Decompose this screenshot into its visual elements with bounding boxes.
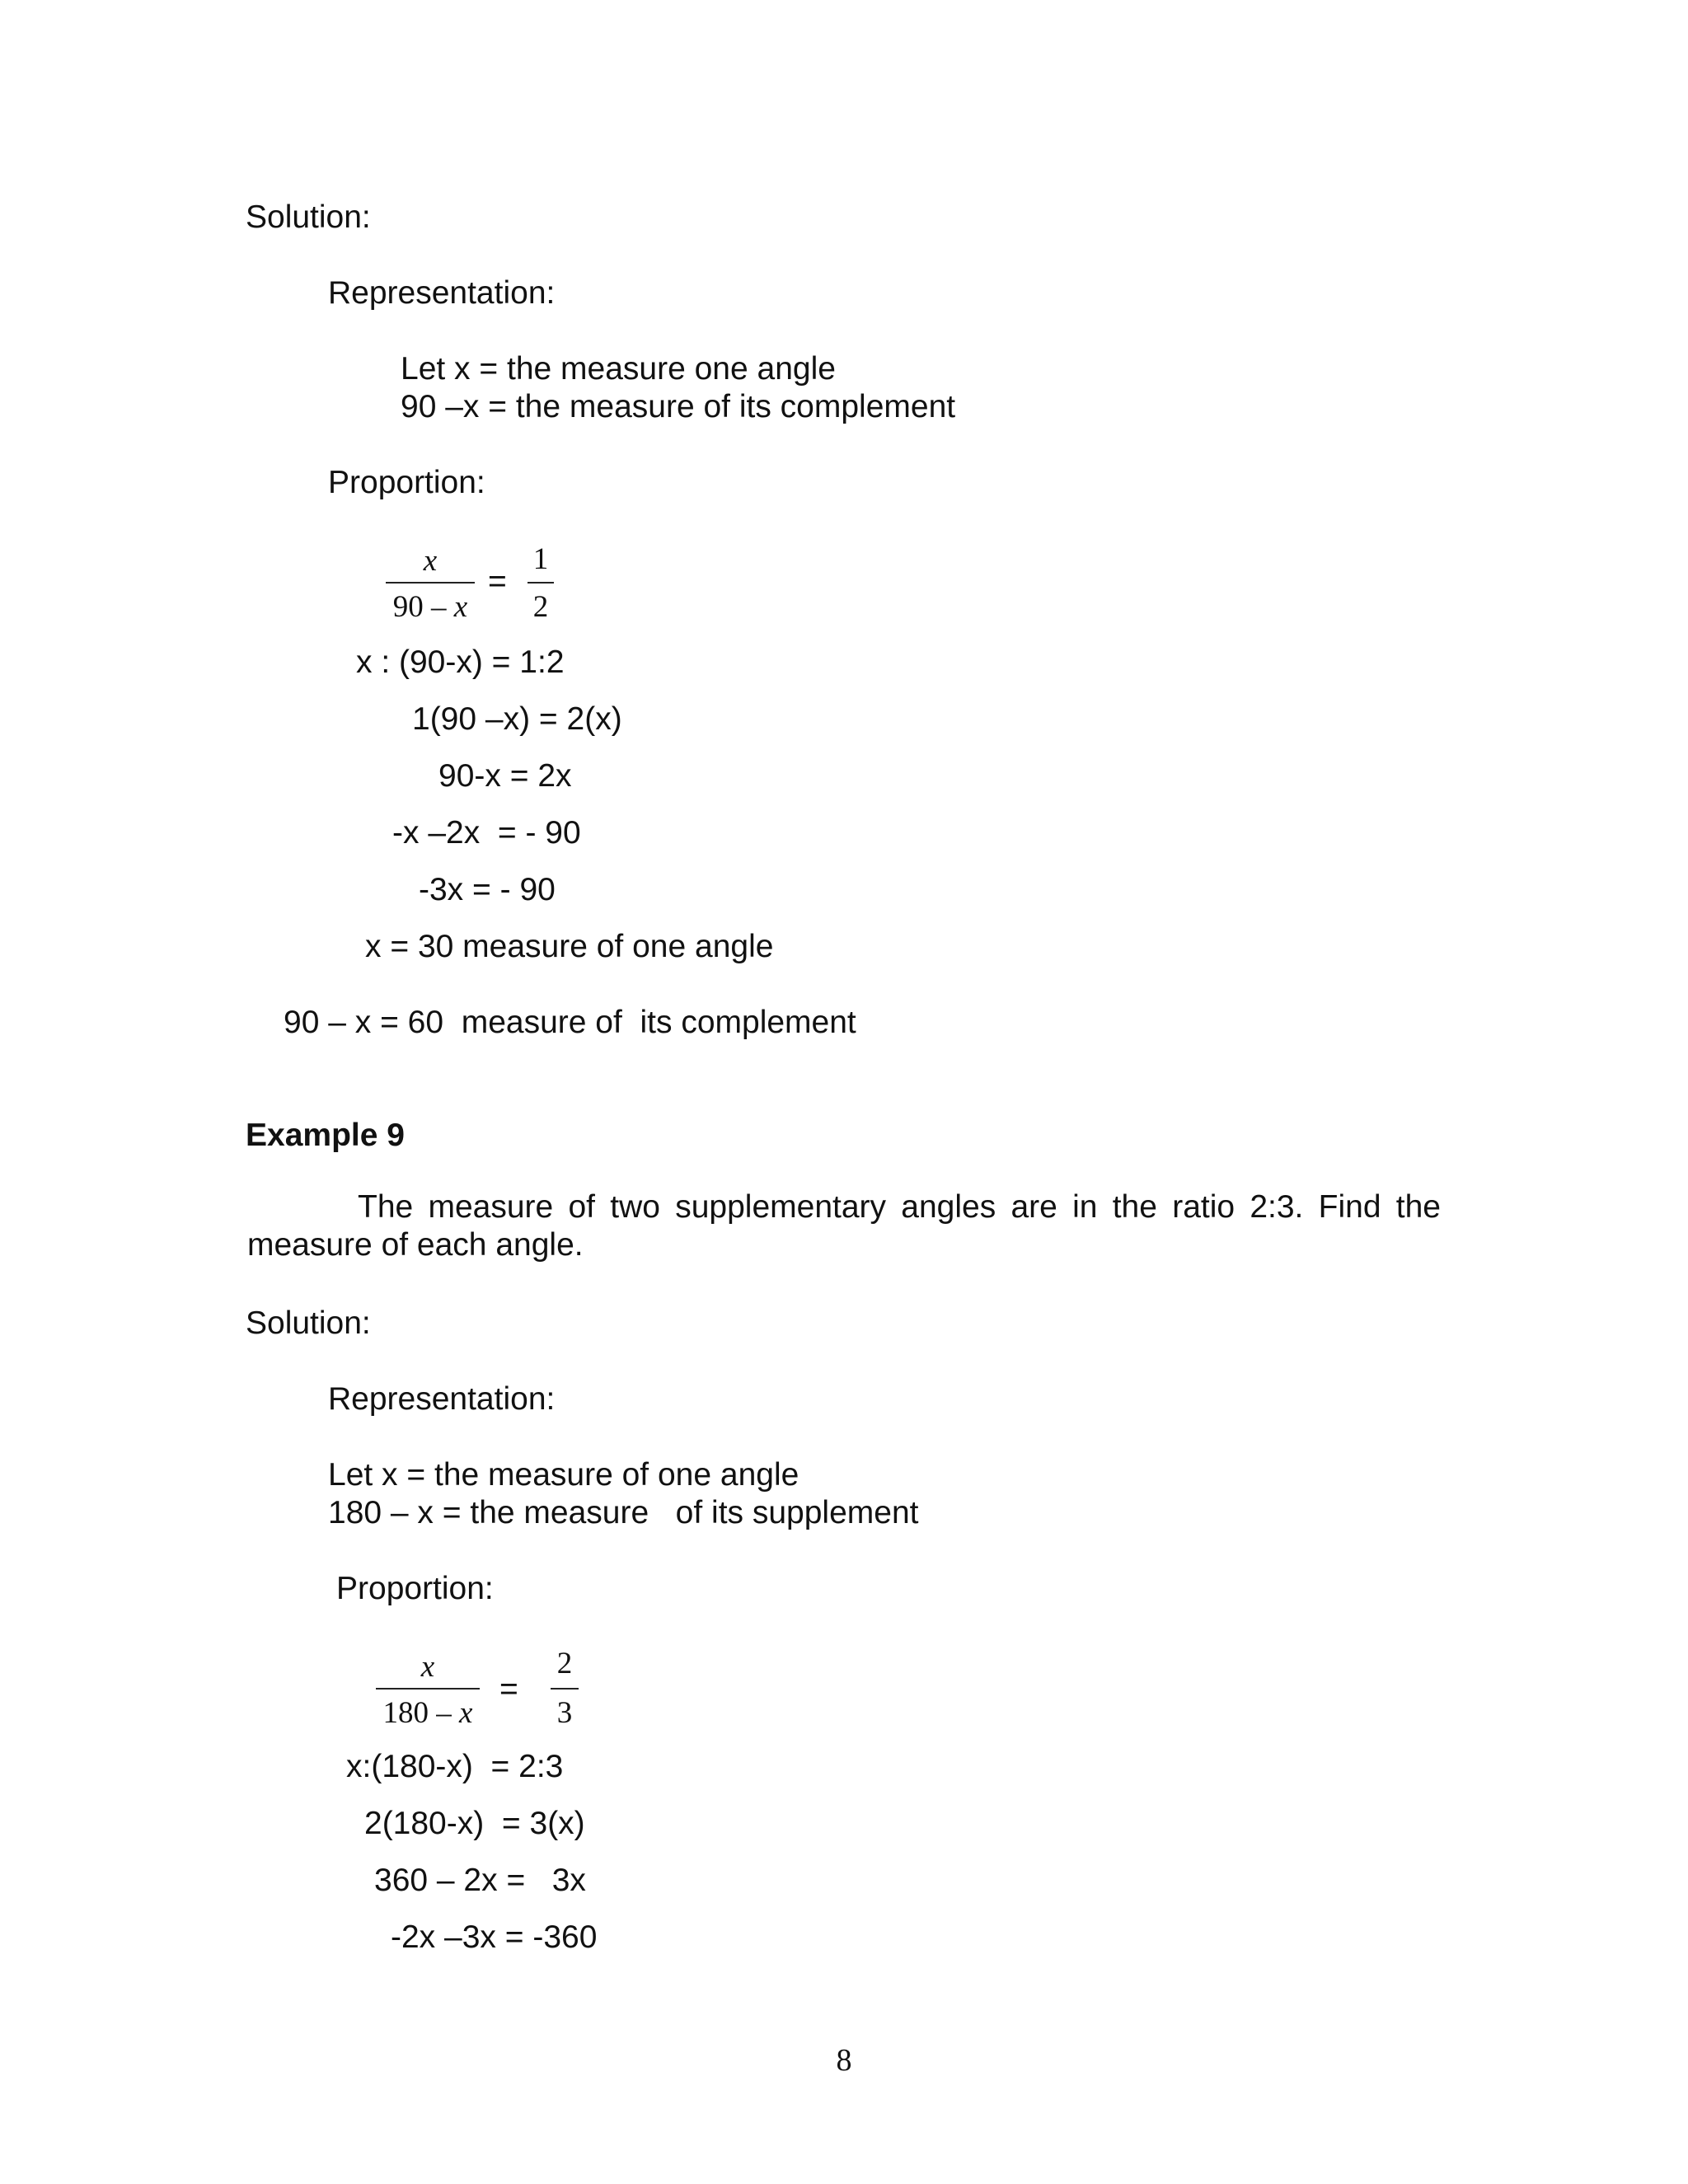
fraction-denominator: 90 – x <box>392 590 468 624</box>
problem-line-1: The measure of two supplementary angles are in the ratio 2:3. Find the <box>358 1189 1441 1225</box>
fraction-bar <box>528 582 554 583</box>
fraction-bar <box>551 1688 579 1690</box>
page-number: 8 <box>836 2043 852 2078</box>
representation-label: Representation: <box>328 275 556 311</box>
step-line: 90-x = 2x <box>438 758 572 794</box>
problem-statement <box>247 1188 1441 1264</box>
proportion-label: Proportion: <box>328 465 485 500</box>
step-line: 1(90 –x) = 2(x) <box>412 701 622 737</box>
representation-line-1: Let x = the measure of one angle <box>328 1457 799 1493</box>
fraction-numerator: x <box>420 1650 435 1684</box>
step-line: 360 – 2x = 3x <box>374 1863 586 1898</box>
step-line: -2x –3x = -360 <box>391 1919 598 1955</box>
fraction-bar <box>376 1688 480 1690</box>
fraction-x-over-90-minus-x <box>386 541 475 623</box>
representation-line-2: 180 – x = the measure of its supplement <box>328 1495 919 1530</box>
fraction-numerator: 1 <box>532 542 549 576</box>
fraction-numerator: 2 <box>556 1647 573 1680</box>
fraction-denominator: 3 <box>556 1696 573 1730</box>
fraction-numerator: x <box>423 544 438 578</box>
proportion-label: Proportion: <box>336 1571 494 1606</box>
fraction-two-thirds <box>551 1645 579 1731</box>
representation-line-1: Let x = the measure one angle <box>401 351 836 387</box>
equals-sign: = <box>488 564 507 599</box>
representation-line-2: 90 –x = the measure of its complement <box>401 389 956 424</box>
example-heading: Example 9 <box>246 1118 405 1153</box>
step-line: -3x = - 90 <box>419 872 556 907</box>
fraction-denominator: 180 – x <box>382 1696 473 1730</box>
fraction-bar <box>386 582 475 583</box>
representation-label: Representation: <box>328 1381 556 1417</box>
solution-label: Solution: <box>246 199 371 235</box>
equals-sign: = <box>499 1671 518 1707</box>
step-line: -x –2x = - 90 <box>392 815 581 851</box>
fraction-x-over-180-minus-x <box>376 1645 480 1731</box>
solution-label: Solution: <box>246 1305 371 1341</box>
step-line: x:(180-x) = 2:3 <box>346 1749 564 1784</box>
fraction-one-half <box>528 541 554 623</box>
fraction-denominator: 2 <box>532 590 549 624</box>
step-line: 2(180-x) = 3(x) <box>364 1806 585 1841</box>
step-line: x : (90-x) = 1:2 <box>356 644 565 680</box>
problem-line-2: measure of each angle. <box>247 1227 584 1263</box>
result-one-angle: x = 30 measure of one angle <box>365 929 774 964</box>
result-complement: 90 – x = 60 measure of its complement <box>284 1005 856 1040</box>
